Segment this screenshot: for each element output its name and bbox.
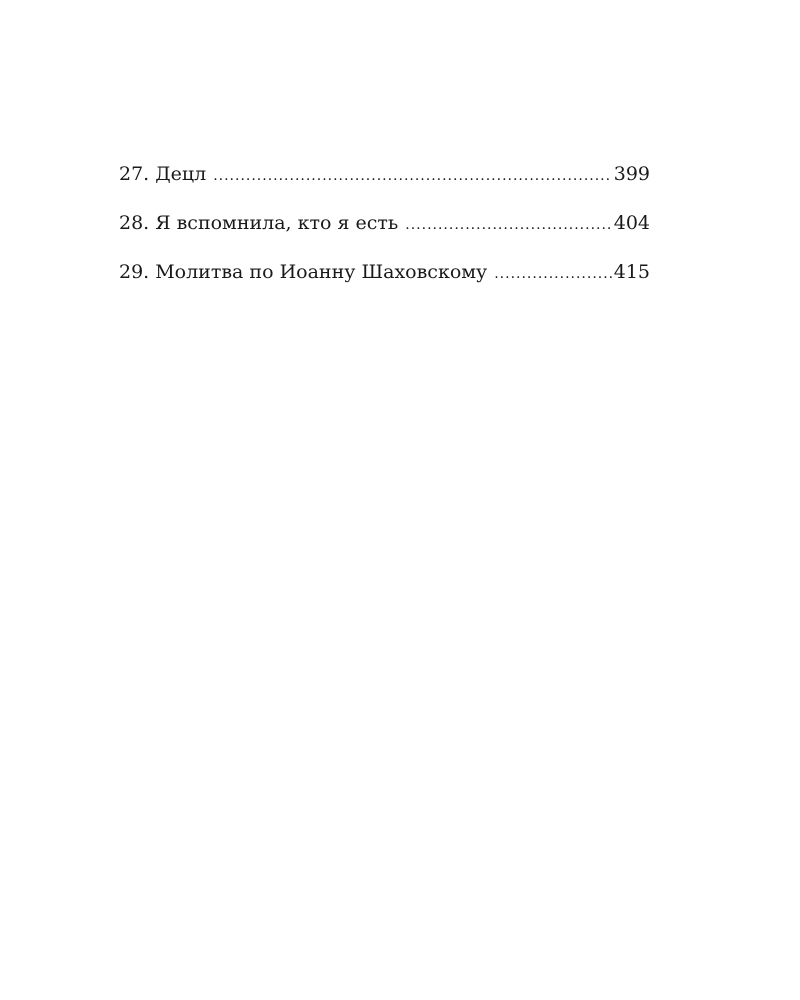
- toc-entry-page: 415: [613, 261, 650, 283]
- toc-entry-number: 28.: [119, 212, 150, 234]
- toc-entry-title: Молитва по Иоанну Шаховскому: [155, 261, 488, 283]
- toc-entry-page: 404: [613, 212, 650, 234]
- toc-dot-leader: [405, 213, 611, 237]
- toc-entry-29: [119, 260, 650, 284]
- table-of-contents: [119, 162, 650, 309]
- toc-entry-title: Децл: [155, 163, 207, 185]
- toc-entry-number: 29.: [119, 261, 150, 283]
- toc-entry-title: Я вспомнила, кто я есть: [155, 212, 399, 234]
- toc-entry-page: 399: [613, 163, 650, 185]
- toc-entry-number: 27.: [119, 163, 150, 185]
- toc-dot-leader: [213, 164, 612, 188]
- toc-entry-28: [119, 211, 650, 235]
- toc-entry-27: [119, 162, 650, 186]
- toc-dot-leader: [494, 262, 612, 286]
